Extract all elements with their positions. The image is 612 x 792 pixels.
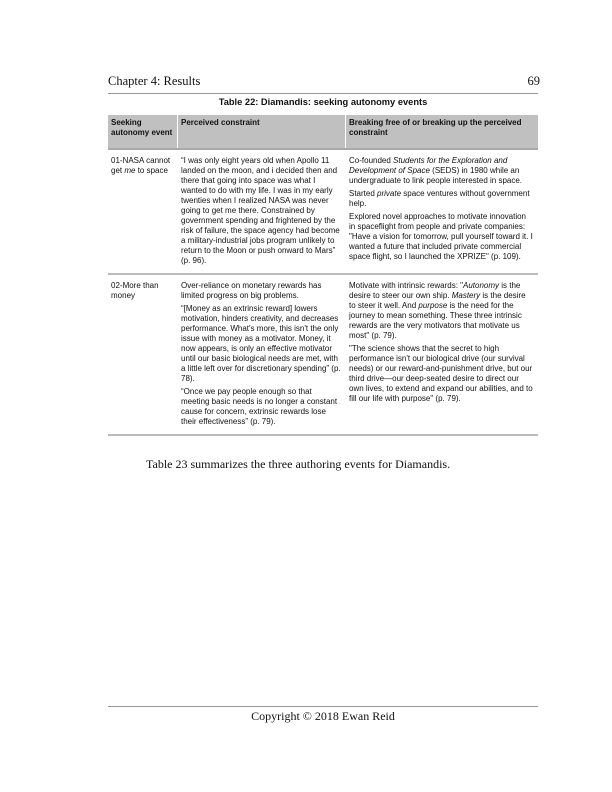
autonomy-events-table: [108, 115, 538, 436]
text-italic: Mastery: [451, 291, 481, 300]
event-cell: 02-More than money: [108, 274, 178, 435]
text: (SEDS) in 1980 while an undergraduate to link people interested in space.: [349, 166, 523, 185]
text: space ventures without government help.: [349, 189, 530, 208]
paragraph: [349, 156, 534, 186]
page-number: 69: [527, 74, 540, 88]
paragraph: Over-reliance on monetary rewards has limited progress on big problems.: [181, 281, 322, 300]
chapter-heading: Chapter 4: Results: [108, 74, 201, 88]
column-header-constraint: Perceived constraint: [178, 115, 346, 149]
column-header-breaking: Breaking free of or breaking up the perceived constraint: [346, 115, 539, 149]
copyright-footer: Copyright © 2018 Ewan Reid: [251, 709, 395, 723]
constraint-cell: [178, 274, 346, 435]
breaking-cell: [346, 149, 539, 274]
text: Motivate with intrinsic rewards: ": [349, 281, 463, 290]
constraint-cell: [178, 149, 346, 274]
text-italic: Autonomy: [462, 281, 500, 290]
table-row: [108, 149, 538, 274]
paragraph: “[Money as an extrinsic reward] lowers motivation, hinders creativity, and decreases performance. What's more, this isn't the only issue with money as a motivator. Money, it now appears, is only an effective motivator until our basic biological needs are met, with a little left over for discretionary spending” (p. 78).: [181, 304, 341, 383]
paragraph: “I was only eight years old when Apollo 11 landed on the moon, and i decided then and there that going into space was what I wanted to do with my life. I was in my early twenties when I realized NASA was never going to get me there. Constrained by government spending and frightened by the risk of failure, the space agency had become a military-industrial jobs program unlikely to return to the Moon or push onward to Mars” (p. 96).: [181, 156, 340, 265]
text: Co-founded: [349, 156, 394, 165]
footer-rule: [108, 706, 538, 707]
paragraph: [349, 189, 534, 209]
event-cell: [108, 149, 178, 274]
text: is the desire to steer our own ship.: [349, 281, 521, 300]
paragraph: “Once we pay people enough so that meeting basic needs is no longer a constant cause for concern, extrinsic rewards lose their effectiveness” (p. 79).: [181, 387, 338, 426]
text-italic: me: [124, 166, 136, 175]
text: 01-NASA cannot get: [111, 156, 171, 175]
paragraph: Explored novel approaches to motivate innovation in spaceflight from people and private companies: "Have a vision for tomorrow, pull yourself toward it. I wanted a future that included private commercial space flight, so I launched the XPRIZE" (p. 109).: [349, 212, 533, 261]
text: is the desire to steer it well. And: [349, 291, 526, 310]
table-title: Table 22: Diamandis: seeking autonomy events: [218, 97, 428, 107]
paragraph: "The science shows that the secret to high performance isn't our biological drive (our survival needs) or our reward-and-punishment drive, but our third drive—our deep-seated desire to direct our own lives, to extend and expand our abilities, and to fill our life with purpose" (p. 79).: [349, 344, 533, 403]
text-italic: purpose: [418, 301, 448, 310]
text: to space: [135, 166, 168, 175]
text: Started: [349, 189, 378, 198]
table-row: [108, 274, 538, 435]
text: is the need for the journey to mean something. These three intrinsic rewards are the very motivators that motivate us most" (p. 79).: [349, 301, 522, 340]
paragraph: [349, 281, 534, 341]
text-italic: Students for the Exploration and Development of Space: [349, 156, 508, 175]
breaking-cell: [346, 274, 539, 435]
body-paragraph: Table 23 summarizes the three authoring events for Diamandis.: [146, 457, 451, 471]
table-header-row: [108, 115, 538, 149]
text-italic: private: [377, 189, 402, 198]
column-header-event: Seeking autonomy event: [108, 115, 178, 149]
header-rule: [108, 93, 538, 94]
